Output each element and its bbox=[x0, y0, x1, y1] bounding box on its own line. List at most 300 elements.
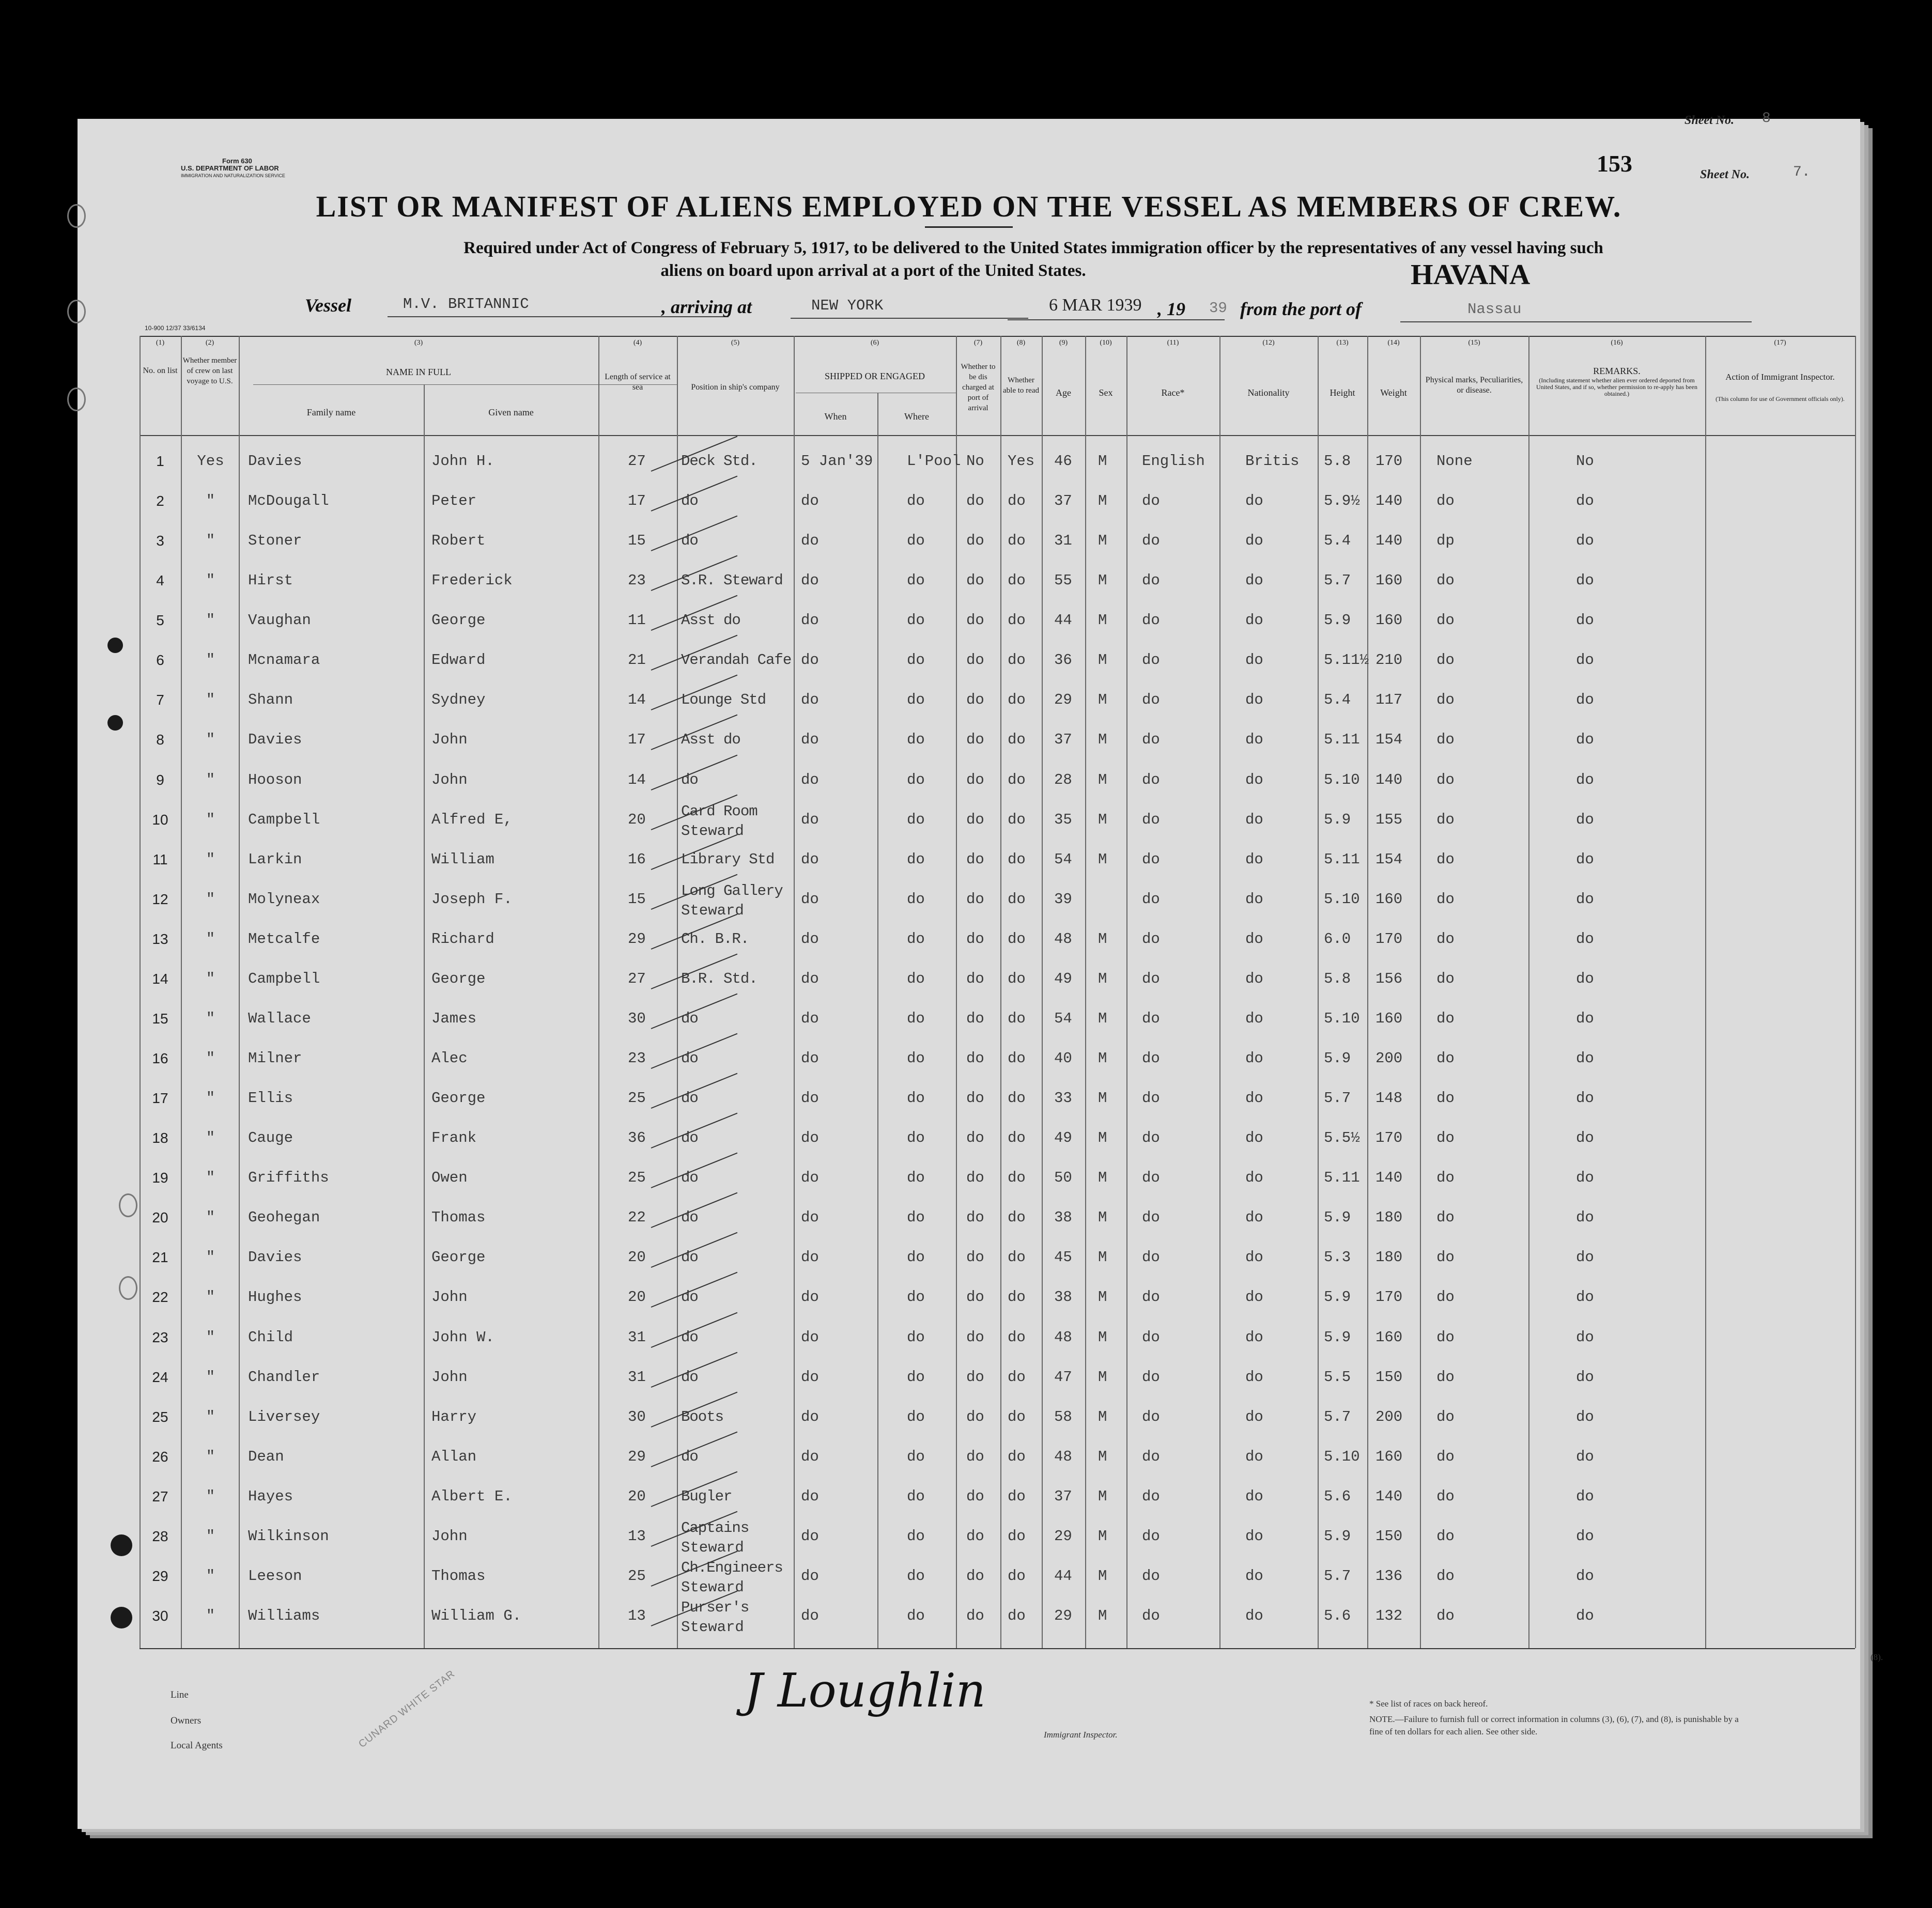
cell-age: 49 bbox=[1054, 970, 1072, 987]
sheet-no-label: Sheet No. bbox=[1700, 168, 1750, 181]
cell-when: do bbox=[801, 851, 819, 868]
cell-read: do bbox=[1008, 1568, 1026, 1585]
cell-when: do bbox=[801, 492, 819, 509]
cell-where: do bbox=[907, 1408, 925, 1425]
cell-given: James bbox=[431, 1010, 477, 1027]
cell-given: George bbox=[431, 1249, 486, 1266]
cell-service: 25 bbox=[628, 1169, 646, 1186]
cell-weight: 170 bbox=[1375, 453, 1403, 470]
cell-race: do bbox=[1142, 851, 1160, 868]
cell-weight: 160 bbox=[1375, 891, 1403, 908]
cell-service: 30 bbox=[628, 1010, 646, 1027]
cell-position: do bbox=[681, 1209, 698, 1226]
col-num-3: (3) bbox=[414, 339, 423, 347]
cell-sex: M bbox=[1098, 811, 1107, 828]
cell-nationality: do bbox=[1245, 1528, 1263, 1545]
vessel-name: M.V. BRITANNIC bbox=[403, 296, 529, 313]
sheet-no-value: 7. bbox=[1793, 164, 1811, 180]
cell-position: B.R. Std. bbox=[681, 970, 758, 987]
cell-where: do bbox=[907, 771, 925, 788]
hdr-no-on-list: No. on list bbox=[143, 366, 178, 375]
cell-physical: do bbox=[1436, 1090, 1455, 1107]
cell-physical: do bbox=[1436, 1607, 1455, 1624]
cell-where: do bbox=[907, 1129, 925, 1146]
cell-read: do bbox=[1008, 1249, 1026, 1266]
hdr-remarks: REMARKS. bbox=[1593, 366, 1641, 376]
cell-nationality: do bbox=[1245, 691, 1263, 708]
cell-service: 30 bbox=[628, 1408, 646, 1425]
cell-family: Leeson bbox=[248, 1568, 302, 1585]
cell-race: do bbox=[1142, 1369, 1160, 1386]
cell-family: Mcnamara bbox=[248, 651, 320, 669]
cell-member: " bbox=[206, 1090, 215, 1107]
table-row bbox=[78, 1288, 1860, 1326]
cell-no: 15 bbox=[152, 1011, 168, 1027]
cell-position: Library Std bbox=[681, 851, 775, 868]
cell-read: do bbox=[1008, 1607, 1026, 1624]
table-row bbox=[78, 1448, 1860, 1486]
cell-race: do bbox=[1142, 572, 1160, 589]
cell-height: 5.6 bbox=[1324, 1607, 1351, 1624]
cell-age: 55 bbox=[1054, 572, 1072, 589]
cell-when: do bbox=[801, 1408, 819, 1425]
cell-read: Yes bbox=[1008, 453, 1035, 470]
cell-remarks: do bbox=[1576, 572, 1594, 589]
cell-physical: do bbox=[1436, 1129, 1455, 1146]
cell-height: 5.6 bbox=[1324, 1488, 1351, 1505]
cell-sex: M bbox=[1098, 691, 1107, 708]
cell-sex: M bbox=[1098, 1329, 1107, 1346]
cell-service: 20 bbox=[628, 1289, 646, 1306]
cell-race: do bbox=[1142, 532, 1160, 549]
cell-position: do bbox=[681, 1448, 698, 1465]
table-row bbox=[78, 1049, 1860, 1088]
cell-no: 4 bbox=[156, 572, 164, 588]
cell-when: do bbox=[801, 970, 819, 987]
cell-position: Boots bbox=[681, 1408, 724, 1425]
cell-position: Ch. B.R. bbox=[681, 930, 749, 948]
cell-age: 54 bbox=[1054, 1010, 1072, 1027]
col-num-16: (16) bbox=[1611, 339, 1623, 347]
cell-read: do bbox=[1008, 691, 1026, 708]
cell-race: do bbox=[1142, 1249, 1160, 1266]
cell-remarks: do bbox=[1576, 771, 1594, 788]
cell-age: 44 bbox=[1054, 1568, 1072, 1585]
cell-physical: do bbox=[1436, 970, 1455, 987]
cell-position-line2: Steward bbox=[681, 1539, 744, 1556]
cell-weight: 140 bbox=[1375, 492, 1403, 509]
cell-weight: 140 bbox=[1375, 1169, 1403, 1186]
year-value: 39 bbox=[1209, 300, 1227, 317]
cell-race: do bbox=[1142, 1488, 1160, 1505]
cell-where: do bbox=[907, 1050, 925, 1067]
table-row bbox=[78, 1599, 1860, 1645]
cell-age: 49 bbox=[1054, 1129, 1072, 1146]
cell-position-line2: Steward bbox=[681, 1579, 744, 1596]
cell-member: " bbox=[206, 731, 215, 748]
cell-where: do bbox=[907, 1249, 925, 1266]
cunard-white-star-stamp: CUNARD WHITE STAR bbox=[357, 1668, 457, 1750]
cell-given: Thomas bbox=[431, 1209, 486, 1226]
cell-race: do bbox=[1142, 492, 1160, 509]
cell-member: " bbox=[206, 1607, 215, 1624]
cell-physical: do bbox=[1436, 891, 1455, 908]
hdr-nationality: Nationality bbox=[1247, 387, 1290, 398]
cell-family: Dean bbox=[248, 1448, 284, 1465]
cell-sex: M bbox=[1098, 1369, 1107, 1386]
table-row bbox=[78, 882, 1860, 928]
service-name: IMMIGRATION AND NATURALIZATION SERVICE bbox=[181, 173, 285, 178]
hdr-shipped: SHIPPED OR ENGAGED bbox=[824, 371, 925, 381]
cell-given: Owen bbox=[431, 1169, 468, 1186]
cell-age: 38 bbox=[1054, 1289, 1072, 1306]
cell-weight: 154 bbox=[1375, 731, 1403, 748]
page-number: 153 bbox=[1597, 150, 1632, 177]
from-port: Nassau bbox=[1467, 301, 1522, 318]
cell-where: do bbox=[907, 1010, 925, 1027]
cell-service: 27 bbox=[628, 453, 646, 470]
col-num-5: (5) bbox=[731, 339, 740, 347]
cell-height: 5.9 bbox=[1324, 1528, 1351, 1545]
cell-discharged: do bbox=[966, 970, 984, 987]
hdr-length-of-service: Length of service at sea bbox=[605, 373, 671, 392]
cell-read: do bbox=[1008, 1289, 1026, 1306]
cell-given: William bbox=[431, 851, 494, 868]
cell-sex: M bbox=[1098, 453, 1107, 470]
cell-discharged: do bbox=[966, 1010, 984, 1027]
cell-where: do bbox=[907, 1369, 925, 1386]
requirement-text bbox=[284, 237, 1783, 282]
cell-discharged: do bbox=[966, 731, 984, 748]
cell-weight: 132 bbox=[1375, 1607, 1403, 1624]
cell-read: do bbox=[1008, 1528, 1026, 1545]
cell-given: Thomas bbox=[431, 1568, 486, 1585]
cell-service: 17 bbox=[628, 731, 646, 748]
cell-position: Asst do bbox=[681, 612, 740, 629]
cell-family: Ellis bbox=[248, 1090, 293, 1107]
table-top-border bbox=[140, 336, 1855, 337]
cell-when: do bbox=[801, 1010, 819, 1027]
cell-remarks: do bbox=[1576, 492, 1594, 509]
cell-nationality: do bbox=[1245, 1050, 1263, 1067]
cell-when: do bbox=[801, 1209, 819, 1226]
cell-age: 33 bbox=[1054, 1090, 1072, 1107]
cell-when: do bbox=[801, 1050, 819, 1067]
binder-clip bbox=[67, 387, 86, 411]
cell-given: John W. bbox=[431, 1329, 494, 1346]
cell-sex: M bbox=[1098, 1249, 1107, 1266]
cell-given: George bbox=[431, 970, 486, 987]
cell-sex: M bbox=[1098, 1209, 1107, 1226]
cell-physical: None bbox=[1436, 453, 1473, 470]
cell-position: do bbox=[681, 492, 698, 509]
cell-weight: 170 bbox=[1375, 1129, 1403, 1146]
cell-given: John H. bbox=[431, 453, 494, 470]
cell-discharged: do bbox=[966, 691, 984, 708]
cell-member: " bbox=[206, 970, 215, 987]
year-label: , 19 bbox=[1157, 299, 1185, 319]
date-underline bbox=[1008, 319, 1225, 320]
cell-family: Campbell bbox=[248, 811, 320, 828]
cell-remarks: do bbox=[1576, 1448, 1594, 1465]
cell-remarks: do bbox=[1576, 651, 1594, 669]
cell-nationality: do bbox=[1245, 731, 1263, 748]
cell-where: do bbox=[907, 891, 925, 908]
cell-read: do bbox=[1008, 1369, 1026, 1386]
cell-weight: 155 bbox=[1375, 811, 1403, 828]
hdr-age: Age bbox=[1056, 387, 1071, 398]
table-header-bottom bbox=[140, 435, 1855, 436]
failure-note bbox=[1369, 1713, 1752, 1738]
cell-position: Card Room bbox=[681, 803, 758, 820]
cell-physical: do bbox=[1436, 1209, 1455, 1226]
cell-sex: M bbox=[1098, 612, 1107, 629]
cell-given: Joseph F. bbox=[431, 891, 513, 908]
cell-service: 15 bbox=[628, 891, 646, 908]
cell-discharged: do bbox=[966, 1329, 984, 1346]
cell-family: Stoner bbox=[248, 532, 302, 549]
cell-weight: 140 bbox=[1375, 1488, 1403, 1505]
cell-sex: M bbox=[1098, 1408, 1107, 1425]
cell-family: Larkin bbox=[248, 851, 302, 868]
cell-given: Frank bbox=[431, 1129, 477, 1146]
cell-where: do bbox=[907, 1607, 925, 1624]
cell-height: 5.8 bbox=[1324, 453, 1351, 470]
cell-where: do bbox=[907, 1528, 925, 1545]
binder-clip bbox=[67, 300, 86, 323]
cell-where: do bbox=[907, 691, 925, 708]
cell-where: do bbox=[907, 1289, 925, 1306]
binder-clip bbox=[119, 1193, 137, 1217]
cell-when: do bbox=[801, 1448, 819, 1465]
cell-no: 29 bbox=[152, 1568, 168, 1584]
cell-nationality: do bbox=[1245, 612, 1263, 629]
cell-position: do bbox=[681, 1090, 698, 1107]
cell-position: Verandah Cafe bbox=[681, 651, 792, 669]
cell-position: do bbox=[681, 1289, 698, 1306]
cell-service: 13 bbox=[628, 1528, 646, 1545]
table-row bbox=[78, 1129, 1860, 1167]
cell-read: do bbox=[1008, 1169, 1026, 1186]
cell-position: Lounge Std bbox=[681, 691, 766, 708]
cell-member: " bbox=[206, 851, 215, 868]
table-row bbox=[78, 970, 1860, 1008]
cell-nationality: do bbox=[1245, 1448, 1263, 1465]
cell-age: 37 bbox=[1054, 492, 1072, 509]
cell-nationality: do bbox=[1245, 970, 1263, 987]
cell-remarks: do bbox=[1576, 532, 1594, 549]
cell-family: Hooson bbox=[248, 771, 302, 788]
cell-discharged: do bbox=[966, 1607, 984, 1624]
cell-sex: M bbox=[1098, 851, 1107, 868]
cell-member: " bbox=[206, 1249, 215, 1266]
cell-weight: 180 bbox=[1375, 1209, 1403, 1226]
cell-member: " bbox=[206, 1050, 215, 1067]
cell-age: 45 bbox=[1054, 1249, 1072, 1266]
cell-sex: M bbox=[1098, 1050, 1107, 1067]
cell-member: " bbox=[206, 532, 215, 549]
cell-family: McDougall bbox=[248, 492, 329, 509]
cell-height: 5.8 bbox=[1324, 970, 1351, 987]
cell-no: 25 bbox=[152, 1409, 168, 1425]
cell-family: Davies bbox=[248, 453, 302, 470]
cell-discharged: do bbox=[966, 492, 984, 509]
cell-given: John bbox=[431, 1528, 468, 1545]
cell-member: " bbox=[206, 1488, 215, 1505]
table-row bbox=[78, 1208, 1860, 1247]
cell-read: do bbox=[1008, 771, 1026, 788]
hdr-height: Height bbox=[1330, 387, 1355, 398]
cell-race: do bbox=[1142, 1209, 1160, 1226]
cell-nationality: do bbox=[1245, 1607, 1263, 1624]
cell-age: 37 bbox=[1054, 731, 1072, 748]
cell-when: do bbox=[801, 1568, 819, 1585]
cell-physical: do bbox=[1436, 811, 1455, 828]
cell-nationality: do bbox=[1245, 851, 1263, 868]
cell-remarks: do bbox=[1576, 1329, 1594, 1346]
cell-discharged: do bbox=[966, 1249, 984, 1266]
cell-where: L'Pool bbox=[907, 453, 961, 470]
cell-service: 23 bbox=[628, 572, 646, 589]
cell-nationality: do bbox=[1245, 572, 1263, 589]
cell-height: 5.10 bbox=[1324, 1448, 1360, 1465]
table-row bbox=[78, 850, 1860, 889]
cell-where: do bbox=[907, 970, 925, 987]
cell-physical: do bbox=[1436, 1568, 1455, 1585]
table-row bbox=[78, 611, 1860, 649]
cell-family: Wallace bbox=[248, 1010, 311, 1027]
from-underline bbox=[1400, 321, 1752, 322]
cell-member: Yes bbox=[197, 453, 224, 470]
col-num-4: (4) bbox=[633, 339, 642, 347]
cell-family: Milner bbox=[248, 1050, 302, 1067]
cell-remarks: do bbox=[1576, 811, 1594, 828]
cell-service: 14 bbox=[628, 771, 646, 788]
cell-family: Liversey bbox=[248, 1408, 320, 1425]
cell-family: Child bbox=[248, 1329, 293, 1346]
cell-no: 14 bbox=[152, 971, 168, 987]
cell-member: " bbox=[206, 771, 215, 788]
col-num-7: (7) bbox=[973, 339, 983, 347]
cell-physical: do bbox=[1436, 1249, 1455, 1266]
cell-member: " bbox=[206, 930, 215, 948]
cell-when: do bbox=[801, 572, 819, 589]
cell-no: 11 bbox=[152, 851, 168, 867]
cell-remarks: do bbox=[1576, 1090, 1594, 1107]
cell-family: Cauge bbox=[248, 1129, 293, 1146]
table-row bbox=[78, 532, 1860, 570]
cell-given: John bbox=[431, 1369, 468, 1386]
table-row bbox=[78, 1328, 1860, 1367]
cell-member: " bbox=[206, 1448, 215, 1465]
cell-read: do bbox=[1008, 651, 1026, 669]
cell-family: Williams bbox=[248, 1607, 320, 1624]
cell-physical: do bbox=[1436, 1488, 1455, 1505]
table-row bbox=[78, 1010, 1860, 1048]
cell-when: do bbox=[801, 771, 819, 788]
cell-remarks: do bbox=[1576, 891, 1594, 908]
cell-physical: do bbox=[1436, 1010, 1455, 1027]
arriving-underline bbox=[791, 318, 1028, 319]
cell-age: 54 bbox=[1054, 851, 1072, 868]
cell-nationality: do bbox=[1245, 492, 1263, 509]
cell-remarks: do bbox=[1576, 1408, 1594, 1425]
cell-remarks: do bbox=[1576, 1488, 1594, 1505]
cell-position: do bbox=[681, 1369, 698, 1386]
cell-given: John bbox=[431, 1289, 468, 1306]
cell-height: 5.9 bbox=[1324, 1289, 1351, 1306]
cell-nationality: do bbox=[1245, 1169, 1263, 1186]
cell-no: 6 bbox=[156, 652, 164, 668]
cell-race: do bbox=[1142, 1289, 1160, 1306]
cell-weight: 160 bbox=[1375, 1448, 1403, 1465]
cell-age: 47 bbox=[1054, 1369, 1072, 1386]
cell-service: 16 bbox=[628, 851, 646, 868]
cell-when: do bbox=[801, 731, 819, 748]
cell-service: 21 bbox=[628, 651, 646, 669]
cell-discharged: do bbox=[966, 1050, 984, 1067]
cell-remarks: do bbox=[1576, 731, 1594, 748]
cell-read: do bbox=[1008, 811, 1026, 828]
cell-height: 5.10 bbox=[1324, 1010, 1360, 1027]
cell-sex: M bbox=[1098, 930, 1107, 948]
cell-sex: M bbox=[1098, 970, 1107, 987]
cell-no: 1 bbox=[156, 453, 164, 469]
cell-discharged: do bbox=[966, 1488, 984, 1505]
table-row bbox=[78, 1519, 1860, 1565]
cell-read: do bbox=[1008, 1329, 1026, 1346]
cell-discharged: do bbox=[966, 1568, 984, 1585]
cell-family: Wilkinson bbox=[248, 1528, 329, 1545]
cell-no: 12 bbox=[152, 891, 168, 907]
col-num-14: (14) bbox=[1387, 339, 1400, 347]
binder-hole bbox=[107, 715, 123, 731]
note-label: NOTE. bbox=[1369, 1714, 1395, 1724]
cell-discharged: do bbox=[966, 930, 984, 948]
cell-race: do bbox=[1142, 771, 1160, 788]
inspector-label: Immigrant Inspector. bbox=[1044, 1730, 1118, 1740]
cell-race: do bbox=[1142, 1329, 1160, 1346]
cell-given: Robert bbox=[431, 532, 486, 549]
cell-discharged: do bbox=[966, 532, 984, 549]
col-num-12: (12) bbox=[1262, 339, 1275, 347]
cell-no: 26 bbox=[152, 1449, 168, 1465]
cell-member: " bbox=[206, 891, 215, 908]
cell-where: do bbox=[907, 930, 925, 948]
note-text: —Failure to furnish full or correct information in columns (3), (6), (7), and (8), is punishable by a fine of ten dollars for each alien. See other side. bbox=[1369, 1714, 1739, 1736]
cell-given: George bbox=[431, 1090, 486, 1107]
cell-race: do bbox=[1142, 1010, 1160, 1027]
cell-read: do bbox=[1008, 1488, 1026, 1505]
cell-where: do bbox=[907, 1568, 925, 1585]
cell-age: 31 bbox=[1054, 532, 1072, 549]
cell-discharged: No bbox=[966, 453, 984, 470]
cell-race: do bbox=[1142, 811, 1160, 828]
cell-remarks: do bbox=[1576, 1568, 1594, 1585]
cell-weight: 117 bbox=[1375, 691, 1403, 708]
cell-given: Sydney bbox=[431, 691, 486, 708]
cell-physical: dp bbox=[1436, 532, 1455, 549]
cell-sex: M bbox=[1098, 492, 1107, 509]
col-num-11: (11) bbox=[1167, 339, 1179, 347]
cell-member: " bbox=[206, 691, 215, 708]
cell-no: 3 bbox=[156, 533, 164, 549]
cell-given: Harry bbox=[431, 1408, 477, 1425]
cell-discharged: do bbox=[966, 1169, 984, 1186]
cell-remarks: do bbox=[1576, 1169, 1594, 1186]
cell-age: 50 bbox=[1054, 1169, 1072, 1186]
cell-discharged: do bbox=[966, 572, 984, 589]
